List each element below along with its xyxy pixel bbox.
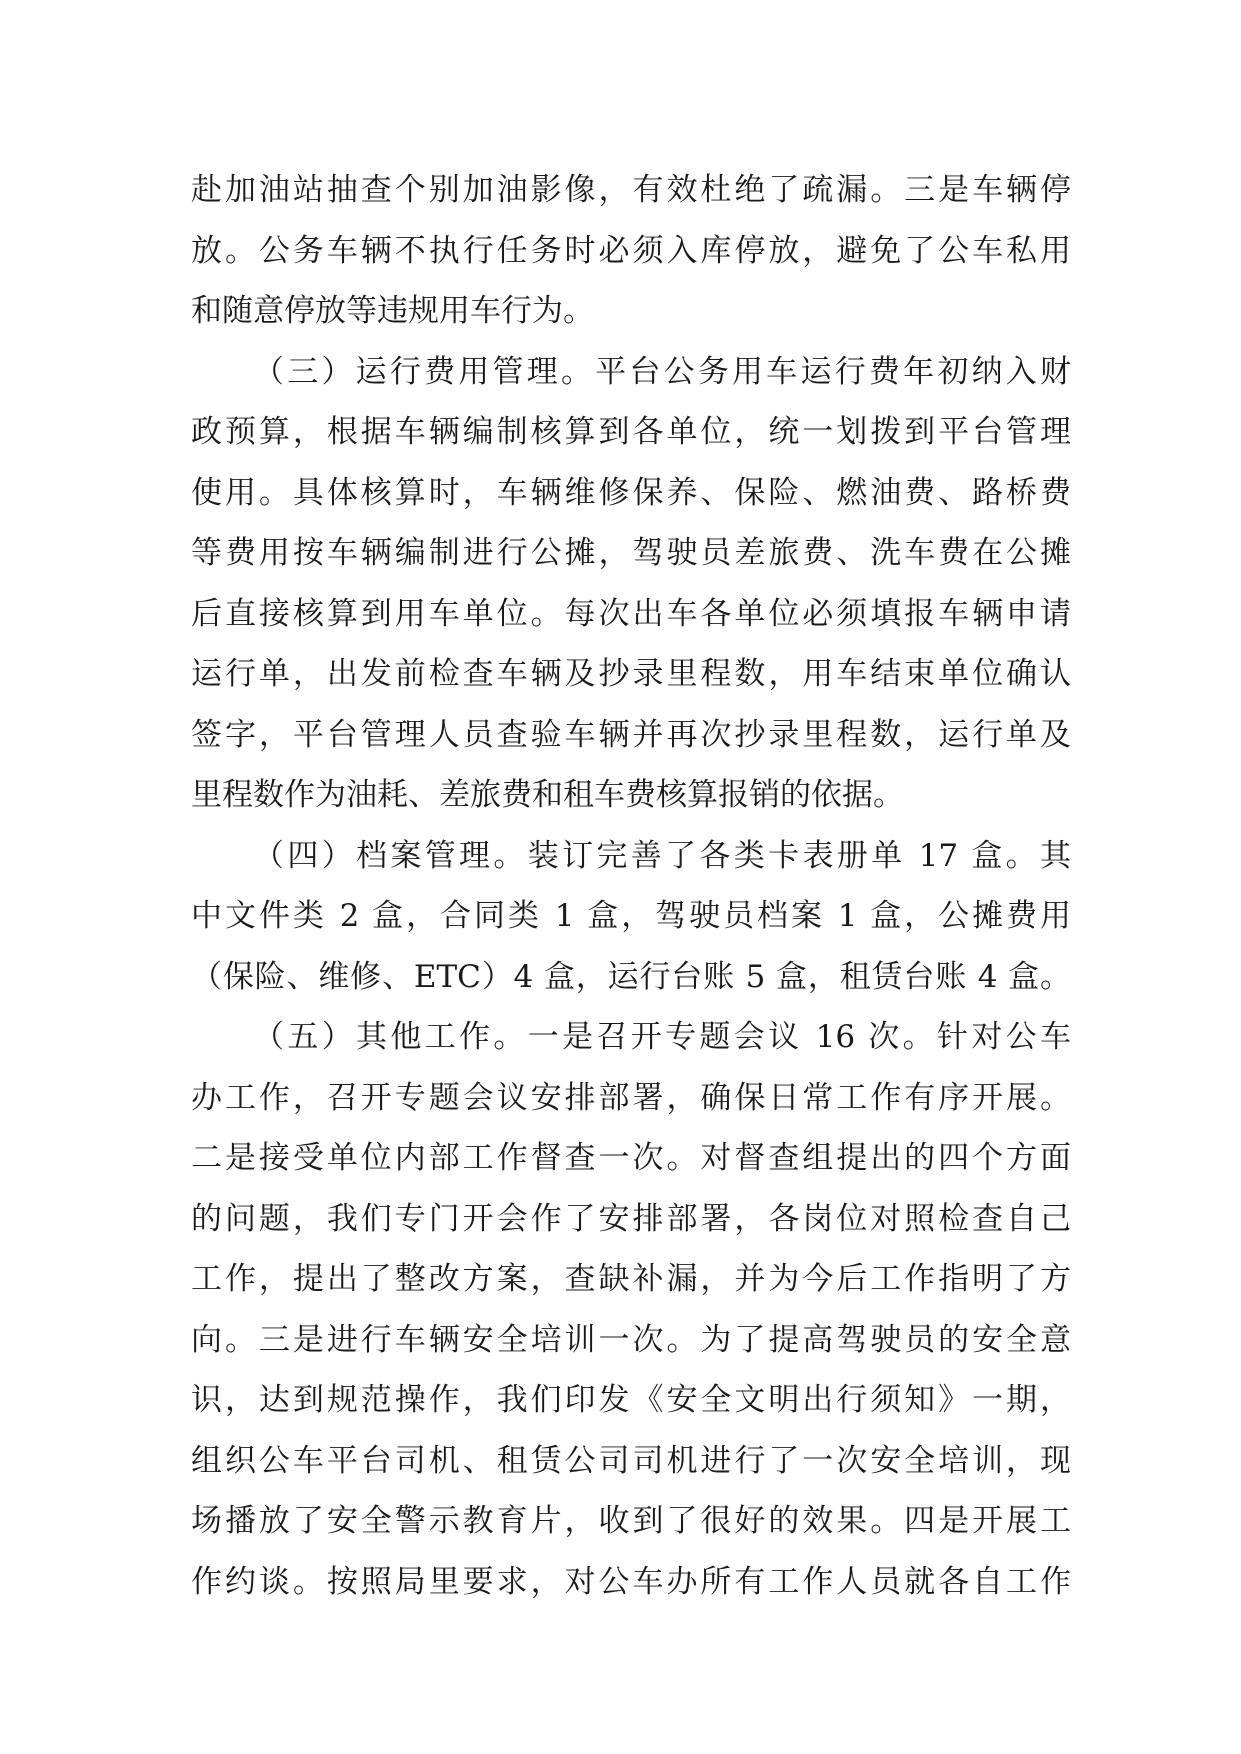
text-line: 作约谈。按照局里要求，对公车办所有工作人员就各自工作	[191, 1563, 1071, 1600]
text-line: 里程数作为油耗、差旅费和租车费核算报销的依据。	[191, 777, 904, 813]
text-line: 识，达到规范操作，我们印发《安全文明出行须知》一期，	[191, 1382, 1071, 1418]
text-line: 的问题，我们专门开会作了安排部署，各岗位对照检查自己	[191, 1200, 1071, 1237]
text-line: 后直接核算到用车单位。每次出车各单位必须填报车辆申请	[191, 595, 1071, 632]
text-line: 办工作，召开专题会议安排部署，确保日常工作有序开展。	[191, 1079, 1071, 1116]
text-line: 向。三是进行车辆安全培训一次。为了提高驾驶员的安全意	[191, 1321, 1071, 1358]
text-line: （保险、维修、ETC）4 盒，运行台账 5 盒，租赁台账 4 盒。	[191, 958, 1071, 995]
text-line: 二是接受单位内部工作督查一次。对督查组提出的四个方面	[191, 1140, 1071, 1176]
text-line: 运行单，出发前检查车辆及抄录里程数，用车结束单位确认	[191, 656, 1071, 692]
text-line: 组织公车平台司机、租赁公司司机进行了一次安全培训，现	[191, 1442, 1071, 1479]
text-line: 赴加油站抽查个别加油影像，有效杜绝了疏漏。三是车辆停	[191, 172, 1071, 208]
paragraph-heading-line: （三）运行费用管理。平台公务用车运行费年初纳入财	[253, 353, 1071, 390]
text-line: 和随意停放等违规用车行为。	[191, 293, 594, 329]
text-line: 政预算，根据车辆编制核算到各单位，统一划拨到平台管理	[191, 414, 1071, 450]
text-line: 中文件类 2 盒，合同类 1 盒，驾驶员档案 1 盒，公摊费用	[191, 898, 1071, 934]
paragraph-heading-line: （五）其他工作。一是召开专题会议 16 次。针对公车	[253, 1019, 1071, 1055]
text-line: 等费用按车辆编制进行公摊，驾驶员差旅费、洗车费在公摊	[191, 535, 1071, 571]
text-line: 放。公务车辆不执行任务时必须入库停放，避免了公车私用	[191, 232, 1071, 269]
text-line: 场播放了安全警示教育片，收到了很好的效果。四是开展工	[191, 1503, 1071, 1539]
text-line: 使用。具体核算时，车辆维修保养、保险、燃油费、路桥费	[191, 474, 1071, 511]
text-line: 工作，提出了整改方案，查缺补漏，并为今后工作指明了方	[191, 1261, 1071, 1297]
text-line: 签字，平台管理人员查验车辆并再次抄录里程数，运行单及	[191, 716, 1071, 753]
paragraph-heading-line: （四）档案管理。装订完善了各类卡表册单 17 盒。其	[253, 837, 1071, 874]
body-text	[191, 160, 1071, 1612]
